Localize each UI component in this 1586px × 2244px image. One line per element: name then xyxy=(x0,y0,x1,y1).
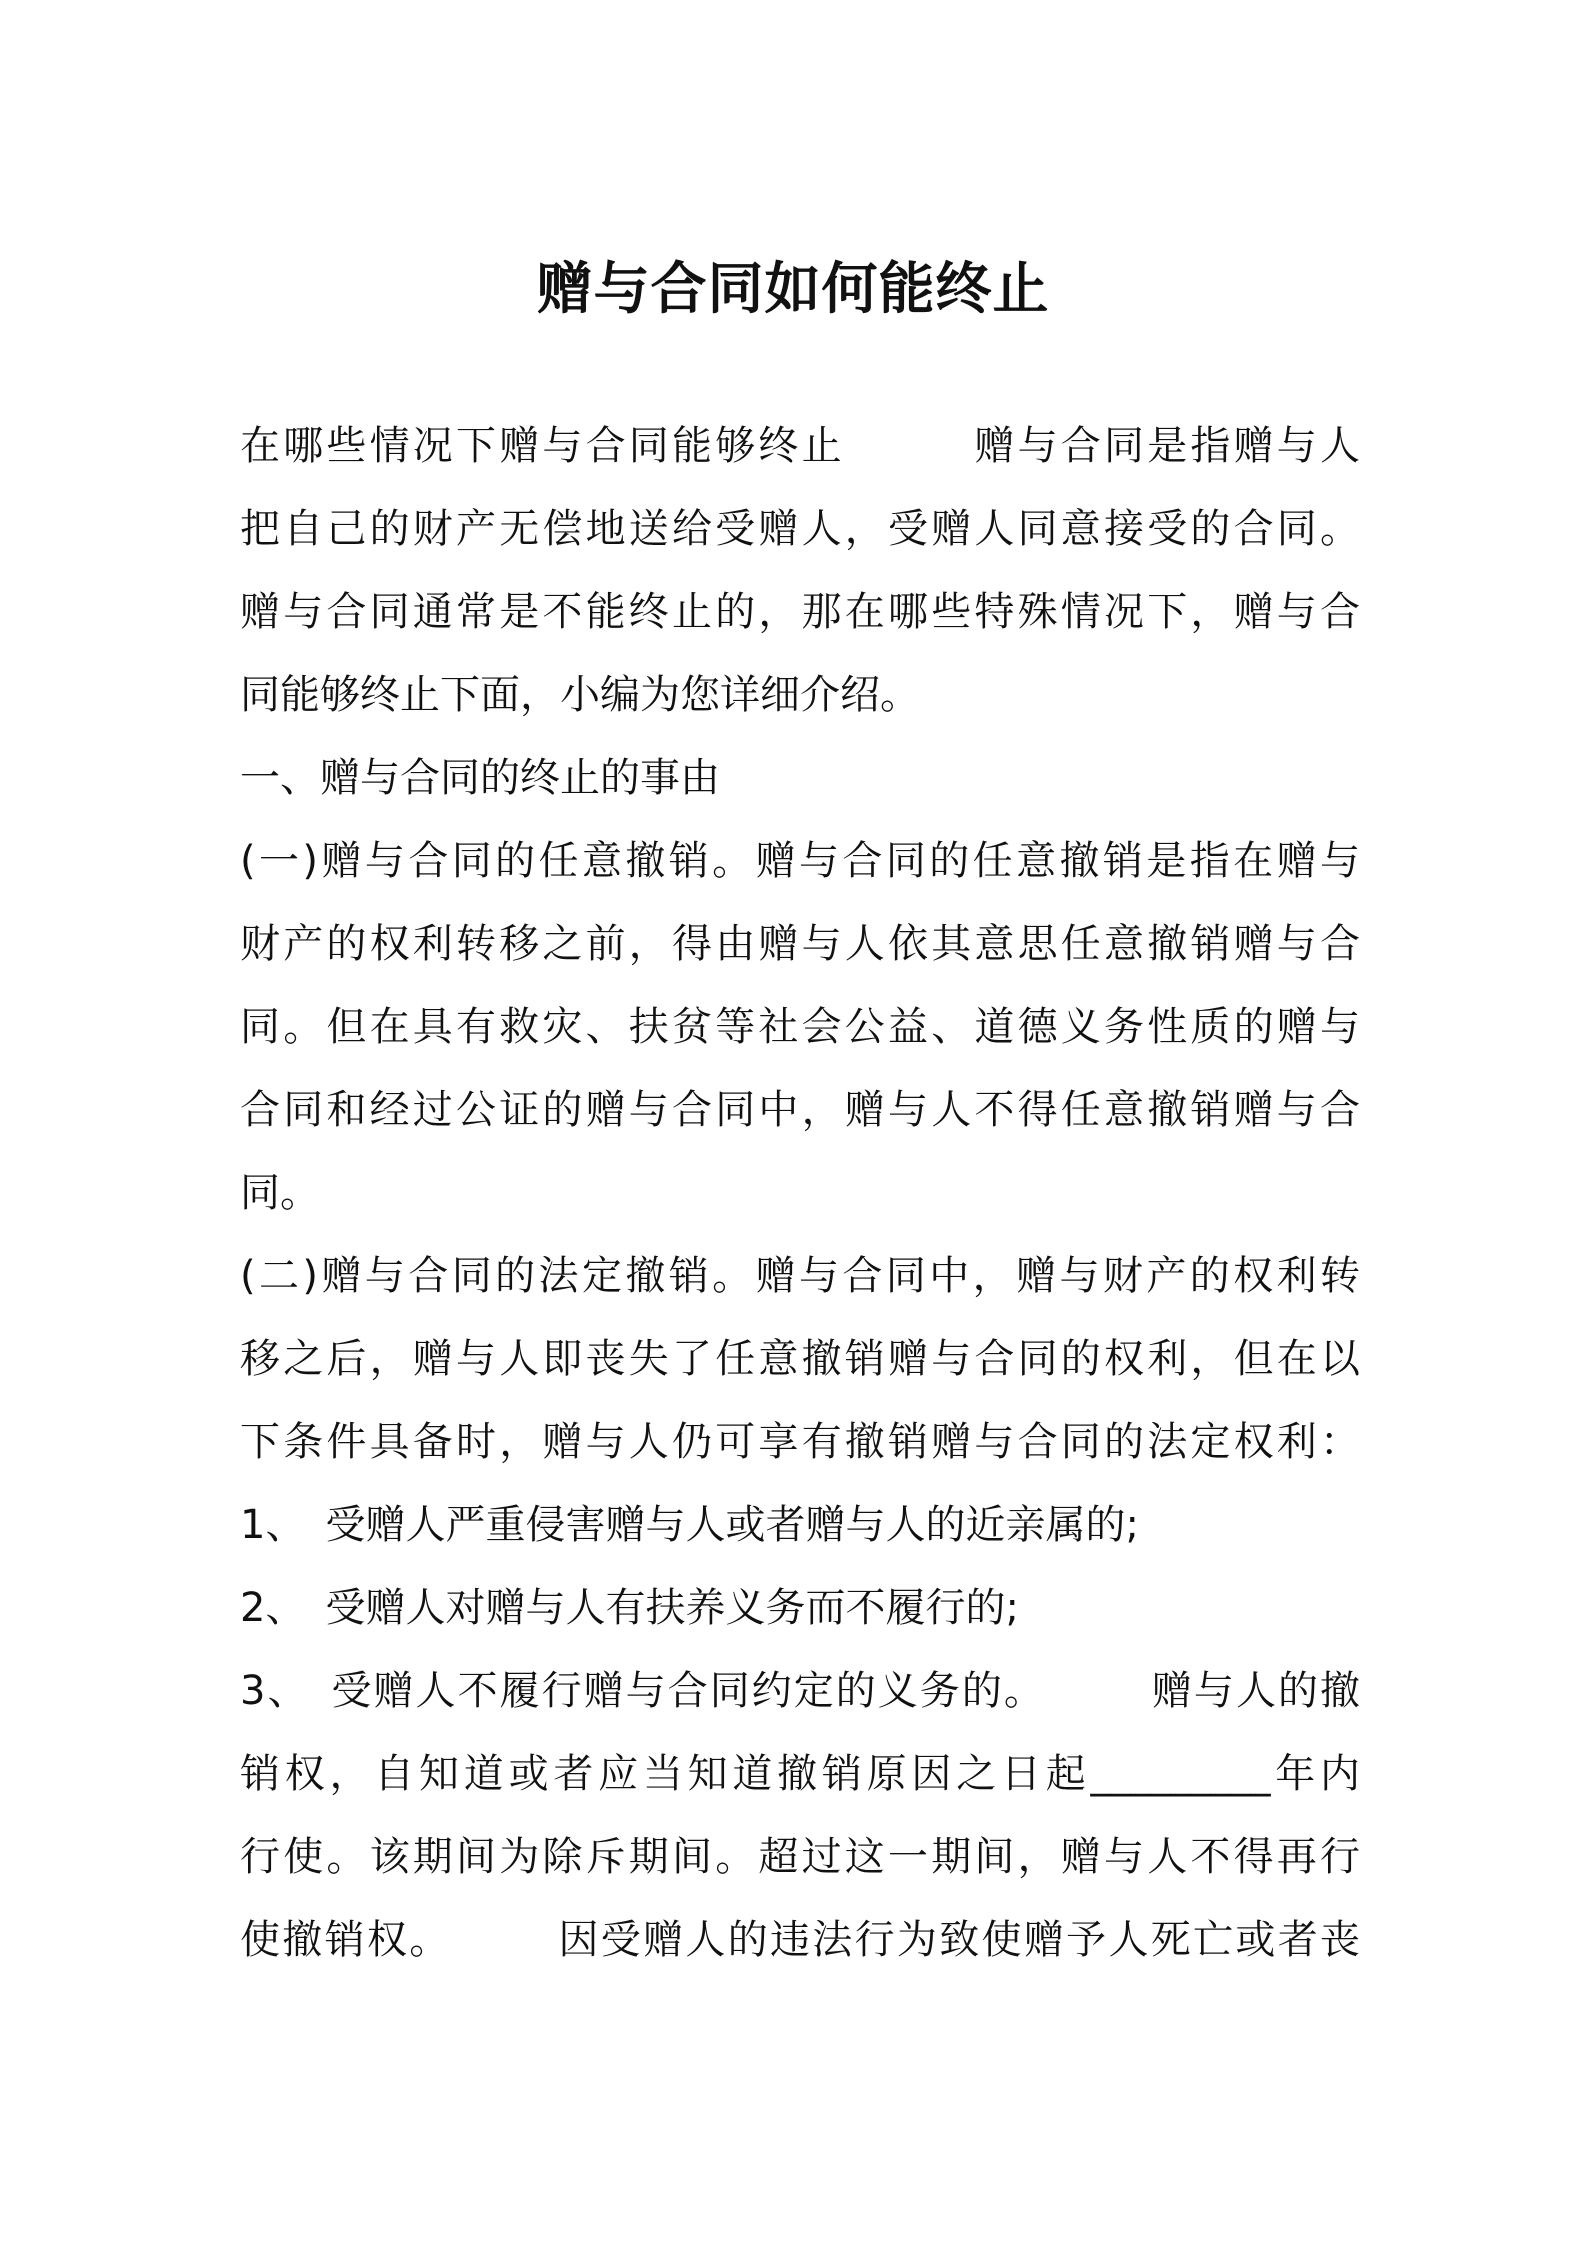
list-item: 1、 受赠人严重侵害赠与人或者赠与人的近亲属的; xyxy=(240,1502,1139,1548)
list-item: 3、 受赠人不履行赠与合同约定的义务的。 赠与人的撤 xyxy=(240,1668,1360,1714)
body-line: 移之后，赠与人即丧失了任意撤销赠与合同的权利，但在以 xyxy=(240,1336,1360,1382)
body-line: (一)赠与合同的任意撤销。赠与合同的任意撤销是指在赠与 xyxy=(240,838,1360,884)
body-line: 同。但在具有救灾、扶贫等社会公益、道德义务性质的赠与 xyxy=(240,1004,1360,1050)
body-line: 把自己的财产无偿地送给受赠人，受赠人同意接受的合同。 xyxy=(240,506,1360,552)
document-title: 赠与合同如何能终止 xyxy=(536,257,1050,322)
document-body xyxy=(240,405,1360,1982)
body-line: 同。 xyxy=(240,1170,320,1216)
body-line: 同能够终止下面，小编为您详细介绍。 xyxy=(240,672,920,718)
body-line: 使撤销权。 因受赠人的违法行为致使赠予人死亡或者丧 xyxy=(240,1917,1360,1963)
body-line: 销权，自知道或者应当知道撤销原因之日起_________年内 xyxy=(240,1751,1360,1797)
body-line: (二)赠与合同的法定撤销。赠与合同中，赠与财产的权利转 xyxy=(240,1253,1360,1299)
body-line: 在哪些情况下赠与合同能够终止 赠与合同是指赠与人 xyxy=(240,423,1360,469)
body-line: 行使。该期间为除斥期间。超过这一期间，赠与人不得再行 xyxy=(240,1834,1360,1880)
list-item: 2、 受赠人对赠与人有扶养义务而不履行的; xyxy=(240,1585,1019,1631)
body-line: 合同和经过公证的赠与合同中，赠与人不得任意撤销赠与合 xyxy=(240,1087,1360,1133)
body-line: 赠与合同通常是不能终止的，那在哪些特殊情况下，赠与合 xyxy=(240,589,1360,635)
body-line: 财产的权利转移之前，得由赠与人依其意思任意撤销赠与合 xyxy=(240,921,1360,967)
section-heading: 一、赠与合同的终止的事由 xyxy=(240,755,720,801)
body-line: 下条件具备时，赠与人仍可享有撤销赠与合同的法定权利： xyxy=(240,1419,1360,1465)
